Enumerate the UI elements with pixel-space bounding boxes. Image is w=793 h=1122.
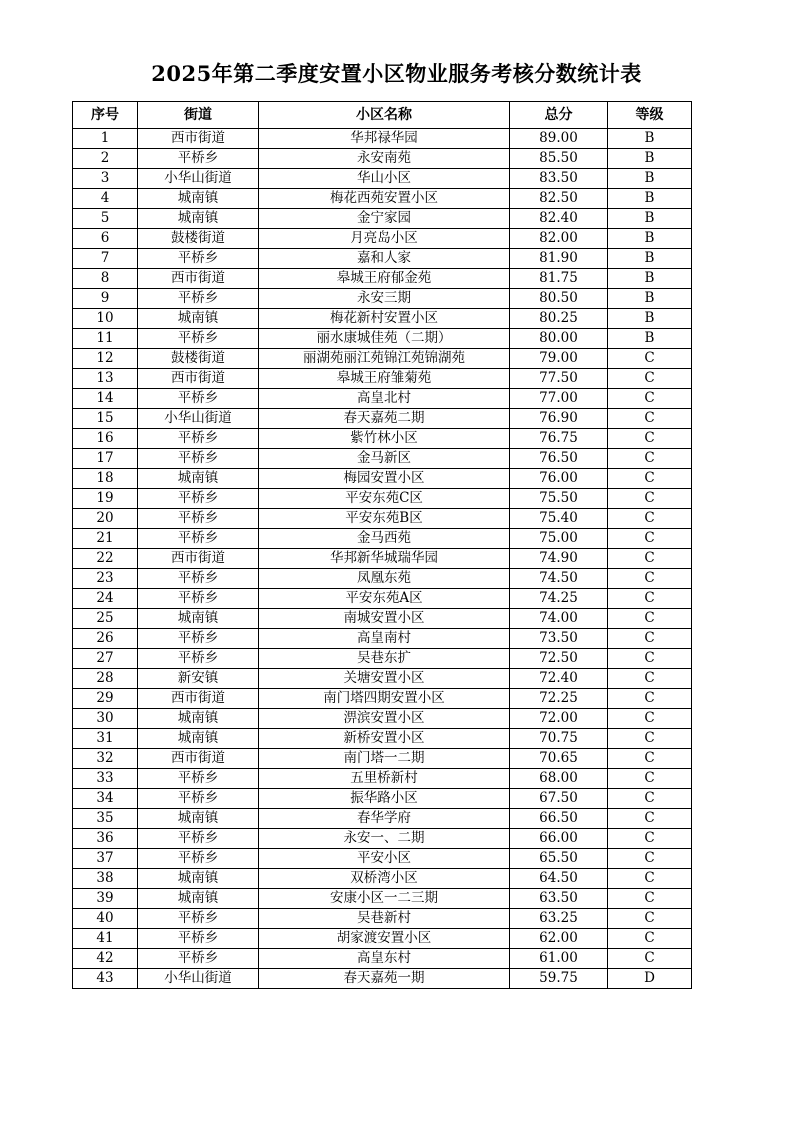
- cell-community: 华邦禄华园: [259, 129, 510, 149]
- cell-street: 西市街道: [138, 689, 259, 709]
- cell-score: 74.50: [510, 569, 608, 589]
- cell-score: 62.00: [510, 929, 608, 949]
- cell-index: 2: [73, 149, 138, 169]
- table-row: [73, 689, 692, 709]
- cell-street: 小华山街道: [138, 169, 259, 189]
- cell-community: 高皇东村: [259, 949, 510, 969]
- cell-index: 14: [73, 389, 138, 409]
- cell-street: 平桥乡: [138, 429, 259, 449]
- table-row: [73, 929, 692, 949]
- cell-index: 12: [73, 349, 138, 369]
- cell-community: 高皇北村: [259, 389, 510, 409]
- cell-community: 吴巷东扩: [259, 649, 510, 669]
- cell-score: 70.65: [510, 749, 608, 769]
- cell-score: 72.40: [510, 669, 608, 689]
- table-row: [73, 309, 692, 329]
- cell-index: 42: [73, 949, 138, 969]
- cell-grade: C: [608, 389, 692, 409]
- cell-street: 平桥乡: [138, 789, 259, 809]
- cell-grade: B: [608, 189, 692, 209]
- cell-grade: D: [608, 969, 692, 989]
- table-row: [73, 509, 692, 529]
- table-row: [73, 209, 692, 229]
- cell-score: 68.00: [510, 769, 608, 789]
- cell-score: 76.75: [510, 429, 608, 449]
- cell-community: 丽水康城佳苑（二期）: [259, 329, 510, 349]
- cell-grade: C: [608, 949, 692, 969]
- table-row: [73, 529, 692, 549]
- table-row: [73, 569, 692, 589]
- cell-grade: C: [608, 489, 692, 509]
- cell-index: 35: [73, 809, 138, 829]
- table-row: [73, 749, 692, 769]
- page-title: 2025年第二季度安置小区物业服务考核分数统计表: [151, 61, 642, 86]
- table-row: [73, 189, 692, 209]
- cell-community: 凤凰东苑: [259, 569, 510, 589]
- cell-index: 33: [73, 769, 138, 789]
- table-row: [73, 269, 692, 289]
- table-body: [73, 129, 692, 989]
- cell-index: 7: [73, 249, 138, 269]
- cell-score: 77.50: [510, 369, 608, 389]
- cell-community: 平安小区: [259, 849, 510, 869]
- cell-street: 平桥乡: [138, 489, 259, 509]
- cell-street: 城南镇: [138, 609, 259, 629]
- cell-score: 82.00: [510, 229, 608, 249]
- cell-street: 城南镇: [138, 309, 259, 329]
- cell-community: 振华路小区: [259, 789, 510, 809]
- cell-community: 春天嘉苑二期: [259, 409, 510, 429]
- cell-score: 76.00: [510, 469, 608, 489]
- cell-grade: C: [608, 589, 692, 609]
- cell-street: 平桥乡: [138, 329, 259, 349]
- cell-index: 4: [73, 189, 138, 209]
- cell-grade: C: [608, 889, 692, 909]
- cell-index: 27: [73, 649, 138, 669]
- cell-community: 安康小区一二三期: [259, 889, 510, 909]
- table-header-row: [73, 102, 692, 129]
- cell-grade: B: [608, 309, 692, 329]
- cell-grade: C: [608, 569, 692, 589]
- cell-community: 吴巷新村: [259, 909, 510, 929]
- cell-grade: C: [608, 729, 692, 749]
- table-row: [73, 489, 692, 509]
- cell-score: 63.50: [510, 889, 608, 909]
- cell-community: 皋城王府雏菊苑: [259, 369, 510, 389]
- cell-grade: C: [608, 909, 692, 929]
- table-row: [73, 809, 692, 829]
- cell-community: 春华学府: [259, 809, 510, 829]
- cell-index: 23: [73, 569, 138, 589]
- cell-score: 65.50: [510, 849, 608, 869]
- table-row: [73, 709, 692, 729]
- cell-index: 9: [73, 289, 138, 309]
- cell-street: 城南镇: [138, 889, 259, 909]
- cell-grade: C: [608, 469, 692, 489]
- cell-score: 77.00: [510, 389, 608, 409]
- cell-community: 华山小区: [259, 169, 510, 189]
- cell-grade: B: [608, 209, 692, 229]
- cell-grade: C: [608, 409, 692, 429]
- cell-score: 81.90: [510, 249, 608, 269]
- cell-street: 平桥乡: [138, 289, 259, 309]
- cell-score: 79.00: [510, 349, 608, 369]
- cell-grade: C: [608, 869, 692, 889]
- table-row: [73, 849, 692, 869]
- cell-index: 34: [73, 789, 138, 809]
- cell-index: 29: [73, 689, 138, 709]
- cell-street: 平桥乡: [138, 149, 259, 169]
- cell-grade: C: [608, 509, 692, 529]
- table-row: [73, 649, 692, 669]
- cell-grade: C: [608, 429, 692, 449]
- table-row: [73, 169, 692, 189]
- cell-index: 18: [73, 469, 138, 489]
- table-row: [73, 429, 692, 449]
- table-row: [73, 629, 692, 649]
- cell-street: 城南镇: [138, 809, 259, 829]
- cell-street: 西市街道: [138, 549, 259, 569]
- cell-index: 16: [73, 429, 138, 449]
- cell-score: 75.00: [510, 529, 608, 549]
- cell-grade: C: [608, 789, 692, 809]
- cell-street: 平桥乡: [138, 769, 259, 789]
- table-row: [73, 589, 692, 609]
- cell-score: 75.40: [510, 509, 608, 529]
- cell-community: 永安南苑: [259, 149, 510, 169]
- cell-grade: B: [608, 129, 692, 149]
- cell-street: 城南镇: [138, 189, 259, 209]
- cell-grade: C: [608, 649, 692, 669]
- cell-score: 66.50: [510, 809, 608, 829]
- table-row: [73, 669, 692, 689]
- cell-street: 平桥乡: [138, 509, 259, 529]
- cell-index: 24: [73, 589, 138, 609]
- cell-index: 31: [73, 729, 138, 749]
- cell-community: 五里桥新村: [259, 769, 510, 789]
- cell-index: 30: [73, 709, 138, 729]
- header-community: 小区名称: [259, 102, 510, 129]
- cell-grade: C: [608, 809, 692, 829]
- cell-community: 梅花新村安置小区: [259, 309, 510, 329]
- cell-street: 城南镇: [138, 729, 259, 749]
- cell-community: 平安东苑B区: [259, 509, 510, 529]
- cell-score: 85.50: [510, 149, 608, 169]
- cell-community: 梅花西苑安置小区: [259, 189, 510, 209]
- cell-score: 66.00: [510, 829, 608, 849]
- cell-index: 5: [73, 209, 138, 229]
- cell-score: 59.75: [510, 969, 608, 989]
- table-row: [73, 449, 692, 469]
- cell-street: 鼓楼街道: [138, 349, 259, 369]
- cell-index: 41: [73, 929, 138, 949]
- header-street: 街道: [138, 102, 259, 129]
- cell-street: 西市街道: [138, 749, 259, 769]
- cell-street: 平桥乡: [138, 829, 259, 849]
- cell-street: 城南镇: [138, 709, 259, 729]
- cell-street: 西市街道: [138, 129, 259, 149]
- cell-community: 南门塔四期安置小区: [259, 689, 510, 709]
- cell-street: 平桥乡: [138, 629, 259, 649]
- cell-index: 10: [73, 309, 138, 329]
- table-row: [73, 789, 692, 809]
- cell-score: 72.50: [510, 649, 608, 669]
- cell-grade: C: [608, 749, 692, 769]
- cell-grade: C: [608, 689, 692, 709]
- cell-grade: C: [608, 929, 692, 949]
- table-row: [73, 729, 692, 749]
- cell-score: 70.75: [510, 729, 608, 749]
- table-row: [73, 769, 692, 789]
- cell-index: 13: [73, 369, 138, 389]
- cell-grade: C: [608, 529, 692, 549]
- cell-grade: C: [608, 849, 692, 869]
- table-row: [73, 249, 692, 269]
- cell-street: 平桥乡: [138, 569, 259, 589]
- cell-street: 西市街道: [138, 369, 259, 389]
- cell-street: 平桥乡: [138, 589, 259, 609]
- table-row: [73, 469, 692, 489]
- table-row: [73, 829, 692, 849]
- cell-community: 淠滨安置小区: [259, 709, 510, 729]
- header-index: 序号: [73, 102, 138, 129]
- cell-score: 75.50: [510, 489, 608, 509]
- cell-street: 新安镇: [138, 669, 259, 689]
- table-row: [73, 129, 692, 149]
- cell-index: 25: [73, 609, 138, 629]
- cell-score: 81.75: [510, 269, 608, 289]
- cell-community: 紫竹林小区: [259, 429, 510, 449]
- cell-community: 永安一、二期: [259, 829, 510, 849]
- table-row: [73, 909, 692, 929]
- cell-score: 72.25: [510, 689, 608, 709]
- cell-index: 21: [73, 529, 138, 549]
- cell-score: 74.25: [510, 589, 608, 609]
- cell-grade: C: [608, 669, 692, 689]
- cell-community: 平安东苑A区: [259, 589, 510, 609]
- cell-street: 平桥乡: [138, 249, 259, 269]
- cell-index: 3: [73, 169, 138, 189]
- cell-grade: C: [608, 609, 692, 629]
- table-row: [73, 549, 692, 569]
- table-row: [73, 889, 692, 909]
- cell-community: 双桥湾小区: [259, 869, 510, 889]
- cell-grade: C: [608, 549, 692, 569]
- cell-index: 19: [73, 489, 138, 509]
- cell-score: 89.00: [510, 129, 608, 149]
- cell-street: 平桥乡: [138, 649, 259, 669]
- cell-score: 76.90: [510, 409, 608, 429]
- cell-grade: B: [608, 169, 692, 189]
- cell-score: 80.50: [510, 289, 608, 309]
- cell-index: 36: [73, 829, 138, 849]
- cell-index: 28: [73, 669, 138, 689]
- cell-community: 金马新区: [259, 449, 510, 469]
- cell-score: 74.90: [510, 549, 608, 569]
- cell-street: 小华山街道: [138, 409, 259, 429]
- cell-grade: C: [608, 449, 692, 469]
- cell-index: 15: [73, 409, 138, 429]
- cell-index: 11: [73, 329, 138, 349]
- cell-grade: C: [608, 829, 692, 849]
- cell-street: 平桥乡: [138, 929, 259, 949]
- table-row: [73, 349, 692, 369]
- table-row: [73, 409, 692, 429]
- cell-community: 高皇南村: [259, 629, 510, 649]
- cell-community: 永安三期: [259, 289, 510, 309]
- cell-grade: C: [608, 369, 692, 389]
- cell-street: 小华山街道: [138, 969, 259, 989]
- cell-index: 43: [73, 969, 138, 989]
- cell-score: 83.50: [510, 169, 608, 189]
- cell-community: 梅园安置小区: [259, 469, 510, 489]
- cell-score: 72.00: [510, 709, 608, 729]
- table-row: [73, 289, 692, 309]
- cell-index: 6: [73, 229, 138, 249]
- cell-community: 春天嘉苑一期: [259, 969, 510, 989]
- cell-community: 丽湖苑丽江苑锦江苑锦湖苑: [259, 349, 510, 369]
- cell-grade: B: [608, 149, 692, 169]
- cell-community: 金马西苑: [259, 529, 510, 549]
- cell-street: 西市街道: [138, 269, 259, 289]
- cell-score: 64.50: [510, 869, 608, 889]
- cell-street: 平桥乡: [138, 449, 259, 469]
- cell-community: 嘉和人家: [259, 249, 510, 269]
- cell-street: 城南镇: [138, 869, 259, 889]
- cell-grade: C: [608, 629, 692, 649]
- cell-score: 82.50: [510, 189, 608, 209]
- table-row: [73, 869, 692, 889]
- cell-index: 8: [73, 269, 138, 289]
- cell-score: 82.40: [510, 209, 608, 229]
- cell-community: 平安东苑C区: [259, 489, 510, 509]
- cell-street: 平桥乡: [138, 949, 259, 969]
- cell-community: 华邦新华城瑞华园: [259, 549, 510, 569]
- cell-street: 平桥乡: [138, 909, 259, 929]
- cell-grade: C: [608, 349, 692, 369]
- header-grade: 等级: [608, 102, 692, 129]
- cell-grade: C: [608, 709, 692, 729]
- cell-street: 城南镇: [138, 209, 259, 229]
- cell-score: 74.00: [510, 609, 608, 629]
- cell-index: 22: [73, 549, 138, 569]
- cell-community: 新桥安置小区: [259, 729, 510, 749]
- cell-street: 平桥乡: [138, 849, 259, 869]
- table-row: [73, 949, 692, 969]
- cell-grade: B: [608, 289, 692, 309]
- cell-street: 鼓楼街道: [138, 229, 259, 249]
- cell-score: 80.00: [510, 329, 608, 349]
- cell-street: 平桥乡: [138, 389, 259, 409]
- cell-community: 胡家渡安置小区: [259, 929, 510, 949]
- cell-index: 32: [73, 749, 138, 769]
- cell-index: 40: [73, 909, 138, 929]
- cell-community: 南城安置小区: [259, 609, 510, 629]
- cell-grade: B: [608, 269, 692, 289]
- cell-score: 63.25: [510, 909, 608, 929]
- table-row: [73, 229, 692, 249]
- cell-community: 金宁家园: [259, 209, 510, 229]
- header-score: 总分: [510, 102, 608, 129]
- cell-community: 南门塔一二期: [259, 749, 510, 769]
- cell-index: 38: [73, 869, 138, 889]
- cell-street: 城南镇: [138, 469, 259, 489]
- table-row: [73, 149, 692, 169]
- cell-grade: C: [608, 769, 692, 789]
- cell-community: 皋城王府郁金苑: [259, 269, 510, 289]
- cell-community: 关塘安置小区: [259, 669, 510, 689]
- cell-index: 1: [73, 129, 138, 149]
- cell-index: 37: [73, 849, 138, 869]
- table-row: [73, 329, 692, 349]
- cell-score: 80.25: [510, 309, 608, 329]
- cell-score: 73.50: [510, 629, 608, 649]
- cell-score: 76.50: [510, 449, 608, 469]
- table-row: [73, 369, 692, 389]
- cell-grade: B: [608, 329, 692, 349]
- score-table: [72, 101, 692, 989]
- cell-grade: B: [608, 229, 692, 249]
- cell-index: 20: [73, 509, 138, 529]
- cell-street: 平桥乡: [138, 529, 259, 549]
- cell-grade: B: [608, 249, 692, 269]
- table-row: [73, 389, 692, 409]
- cell-score: 67.50: [510, 789, 608, 809]
- table-row: [73, 609, 692, 629]
- table-row: [73, 969, 692, 989]
- cell-score: 61.00: [510, 949, 608, 969]
- cell-index: 26: [73, 629, 138, 649]
- cell-index: 39: [73, 889, 138, 909]
- cell-index: 17: [73, 449, 138, 469]
- cell-community: 月亮岛小区: [259, 229, 510, 249]
